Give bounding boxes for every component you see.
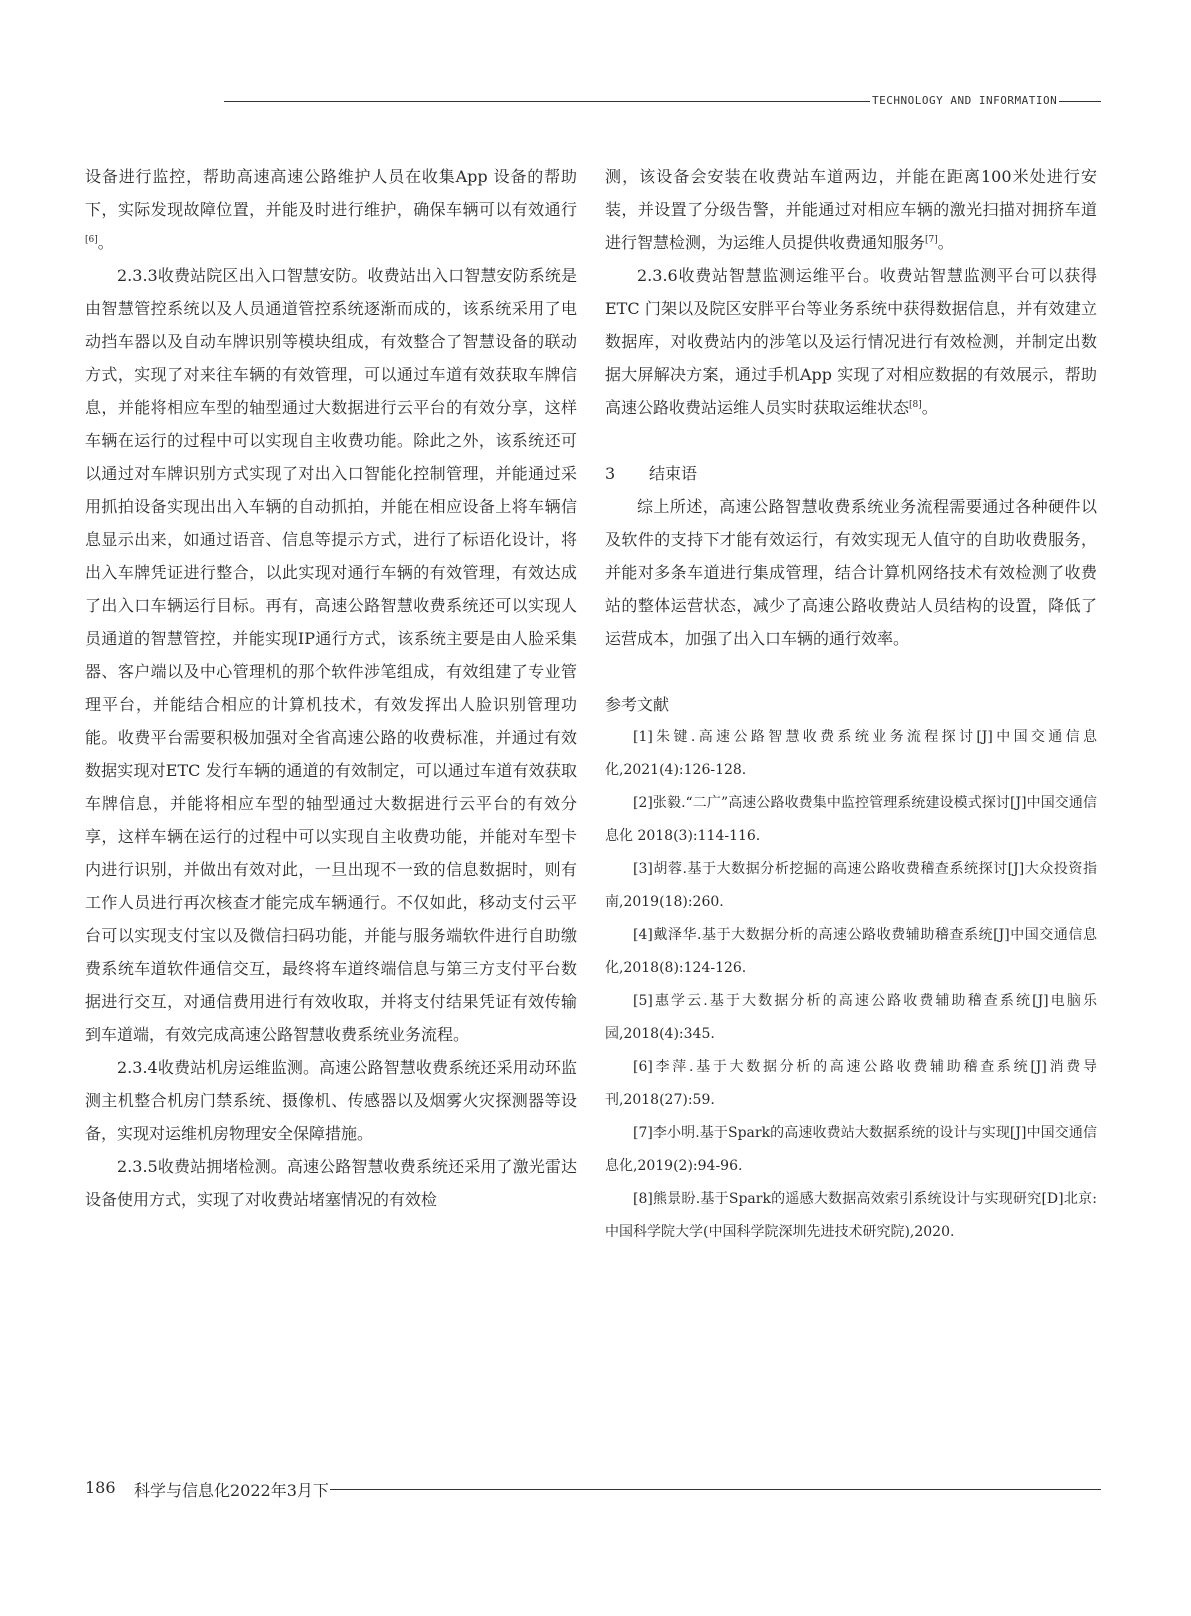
right-column: [605, 160, 1097, 1249]
paragraph-end: 。: [937, 233, 954, 252]
section-heading: [605, 457, 1097, 490]
reference-item: [8]熊景盼.基于Spark的遥感大数据高效索引系统设计与实现研究[D]北京:中国科学院大学(中国科学院深圳先进技术研究院),2020.: [605, 1191, 1097, 1240]
paragraph-2-3-6: [605, 259, 1097, 424]
reference-item: [7]李小明.基于Spark的高速收费站大数据系统的设计与实现[J]中国交通信息化,2019(2):94-96.: [605, 1125, 1097, 1174]
reference-item: [5]惠学云.基于大数据分析的高速公路收费辅助稽查系统[J]电脑乐园,2018(4):345.: [605, 993, 1097, 1042]
running-title: TECHNOLOGY AND INFORMATION: [872, 94, 1058, 107]
paragraph-end: 。: [97, 233, 114, 252]
citation: [7]: [925, 235, 938, 245]
section-title: 结束语: [649, 464, 698, 483]
reference-item: [3]胡蓉.基于大数据分析挖掘的高速公路收费稽查系统探讨[J]大众投资指南,2019(18):260.: [605, 861, 1097, 910]
left-column: [85, 160, 577, 1216]
section-number: 3: [605, 464, 616, 483]
journal-issue: 科学与信息化2022年3月下: [134, 1481, 329, 1500]
reference-item: [4]戴泽华.基于大数据分析的高速公路收费辅助稽查系统[J]中国交通信息化,2018(8):124-126.: [605, 927, 1097, 976]
citation: [6]: [85, 235, 98, 245]
paragraph-text: 2.3.6收费站智慧监测运维平台。收费站智慧监测平台可以获得ETC 门架以及院区安胖平台等业务系统中获得数据信息，并有效建立数据库，对收费站内的涉笔以及运行情况进行有效检测，并制定出数据大屏解决方案，通过手机App 实现了对相应数据的有效展示，帮助高速公路收费站运维人员实时获取运维状态: [605, 266, 1097, 417]
conclusion-paragraph: 综上所述，高速公路智慧收费系统业务流程需要通过各种硬件以及软件的支持下才能有效运行，有效实现无人值守的自助收费服务，并能对多条车道进行集成管理，结合计算机网络技术有效检测了收费站的整体运营状态，减少了高速公路收费站人员结构的设置，降低了运营成本，加强了出入口车辆的通行效率。: [605, 497, 1097, 648]
reference-item: [1]朱键.高速公路智慧收费系统业务流程探讨[J]中国交通信息化,2021(4):126-128.: [605, 729, 1097, 778]
paragraph-end: 。: [921, 398, 938, 417]
references-list: [605, 721, 1097, 1249]
paragraph-text: 测，该设备会安装在收费站车道两边，并能在距离100米处进行安装，并设置了分级告警，并能通过对相应车辆的激光扫描对拥挤车道进行智慧检测，为运维人员提供收费通知服务: [605, 167, 1097, 252]
paragraph: [605, 160, 1097, 259]
reference-item: [2]张毅.“二广”高速公路收费集中监控管理系统建设模式探讨[J]中国交通信息化 2018(3):114-116.: [605, 795, 1097, 844]
paragraph-text: 设备进行监控，帮助高速高速公路维护人员在收集App 设备的帮助下，实际发现故障位置，并能及时进行维护，确保车辆可以有效通行: [85, 167, 577, 219]
paragraph-2-3-3: 2.3.3收费站院区出入口智慧安防。收费站出入口智慧安防系统是由智慧管控系统以及人员通道管控系统逐渐而成的，该系统采用了电动挡车器以及自动车牌识别等模块组成，有效整合了智慧设备的联动方式，实现了对来往车辆的有效管理，可以通过车道有效获取车牌信息，并能将相应车型的轴型通过大数据进行云平台的有效分享，这样车辆在运行的过程中可以实现自主收费功能。除此之外，该系统还可以通过对车牌识别方式实现了对出入口智能化控制管理，并能通过采用抓拍设备实现出出入车辆的自动抓拍，并能在相应设备上将车辆信息显示出来，如通过语音、信息等提示方式，进行了标语化设计，将出入车牌凭证进行整合，以此实现对通行车辆的有效管理，有效达成了出入口车辆运行目标。再有，高速公路智慧收费系统还可以实现人员通道的智慧管控，并能实现IP通行方式，该系统主要是由人脸采集器、客户端以及中心管理机的那个软件涉笔组成，有效组建了专业管理平台，并能结合相应的计算机技术，有效发挥出人脸识别管理功能。收费平台需要积极加强对全省高速公路的收费标准，并通过有效数据实现对ETC 发行车辆的通道的有效制定，可以通过车道有效获取车牌信息，并能将相应车型的轴型通过大数据进行云平台的有效分享，这样车辆在运行的过程中可以实现自主收费功能，并能对车型卡内进行识别，并做出有效对此，一旦出现不一致的信息数据时，则有工作人员进行再次核查才能完成车辆通行。不仅如此，移动支付云平台可以实现支付宝以及微信扫码功能，并能与服务端软件进行自助缴费系统车道软件通信交互，最终将车道终端信息与第三方支付平台数据进行交互，对通信费用进行有效收取，并将支付结果凭证有效传输到车道端，有效完成高速公路智慧收费系统业务流程。: [85, 266, 577, 1044]
paragraph: [85, 160, 577, 259]
citation: [8]: [909, 400, 922, 410]
references-title: 参考文献: [605, 695, 670, 714]
paragraph-2-3-4: 2.3.4收费站机房运维监测。高速公路智慧收费系统还采用动环监测主机整合机房门禁系统、摄像机、传感器以及烟雾火灾探测器等设备，实现对运维机房物理安全保障措施。: [85, 1058, 577, 1143]
reference-item: [6]李萍.基于大数据分析的高速公路收费辅助稽查系统[J]消费导刊,2018(27):59.: [605, 1059, 1097, 1108]
page-number: 186: [85, 1478, 116, 1497]
footer-rule: [330, 1489, 1101, 1490]
paragraph-2-3-5: 2.3.5收费站拥堵检测。高速公路智慧收费系统还采用了激光雷达设备使用方式，实现了对收费站堵塞情况的有效检: [85, 1157, 577, 1209]
